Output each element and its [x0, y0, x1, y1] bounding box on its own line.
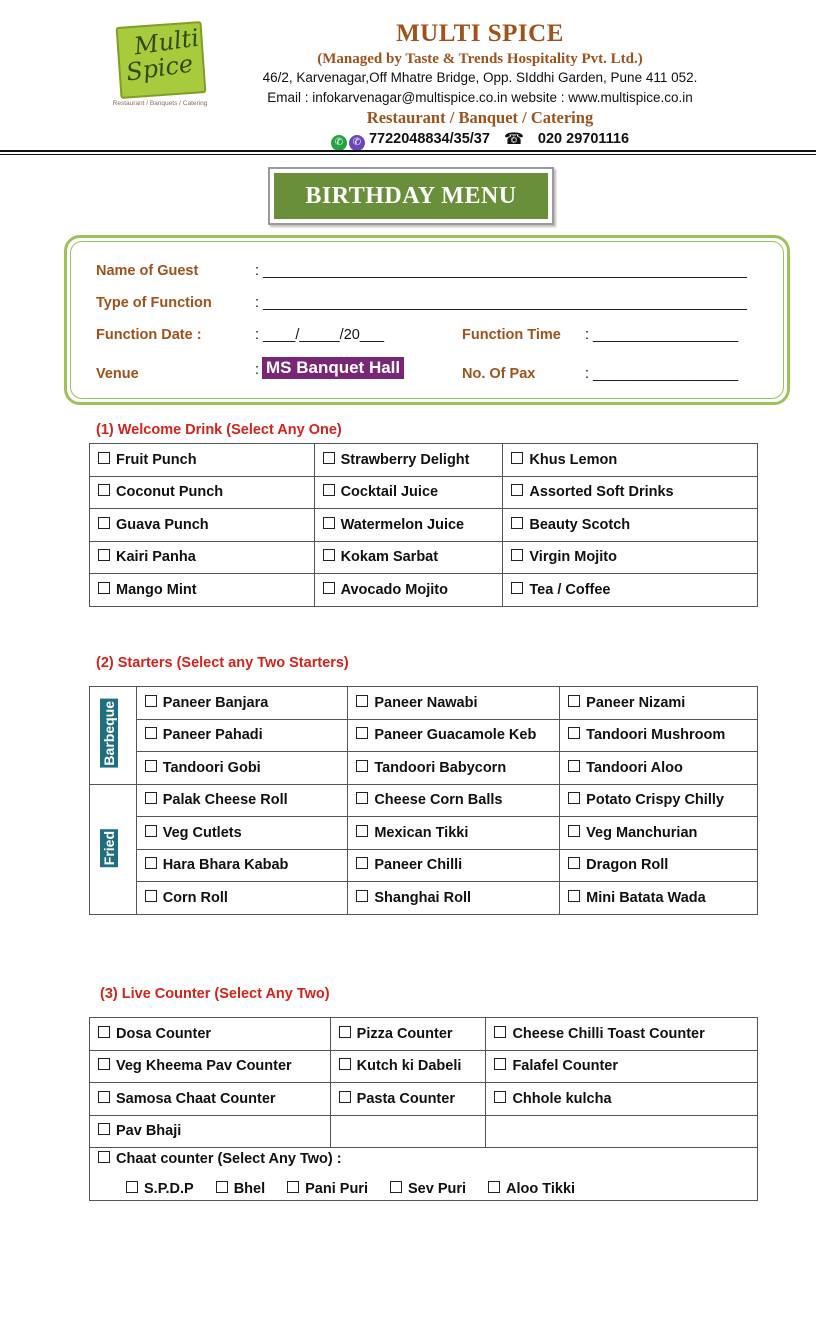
- venue-colon: :: [255, 362, 260, 378]
- option-label: Kairi Panha: [116, 549, 196, 566]
- checkbox-icon[interactable]: [98, 1058, 110, 1070]
- checkbox-icon[interactable]: [216, 1181, 228, 1193]
- landline-number: 020 29701116: [537, 131, 630, 147]
- chaat-counter-row: [90, 1148, 758, 1201]
- checkbox-icon[interactable]: [568, 890, 580, 902]
- option-label: Dosa Counter: [116, 1025, 212, 1042]
- checkbox-icon[interactable]: [323, 484, 335, 496]
- menu-option[interactable]: [90, 476, 315, 509]
- option-label: Fruit Punch: [116, 451, 197, 468]
- menu-option[interactable]: [330, 1083, 486, 1116]
- mobile-number: 7722048834/35/37: [368, 131, 490, 147]
- checkbox-icon[interactable]: [511, 549, 523, 561]
- checkbox-icon[interactable]: [98, 582, 110, 594]
- services: Restaurant / Banquet / Catering: [366, 108, 594, 127]
- whatsapp-icon: ✆: [331, 135, 347, 151]
- option-label: Kokam Sarbat: [340, 549, 439, 566]
- menu-option[interactable]: [503, 444, 758, 477]
- checkbox-icon[interactable]: [488, 1181, 500, 1193]
- checkbox-icon[interactable]: [356, 890, 368, 902]
- checkbox-icon[interactable]: [98, 1123, 110, 1135]
- function-date-label: Function Date :: [96, 327, 202, 343]
- table-row: [90, 574, 758, 607]
- option-label: Tandoori Babycorn: [374, 759, 507, 776]
- address: 46/2, Karvenagar,Off Mhatre Bridge, Opp. SIddhi Garden, Pune 411 052.: [262, 70, 698, 85]
- checkbox-icon[interactable]: [568, 825, 580, 837]
- menu-option[interactable]: [90, 444, 315, 477]
- option-label: Assorted Soft Drinks: [529, 484, 674, 501]
- menu-option[interactable]: [348, 849, 560, 882]
- function-time-label: Function Time: [462, 327, 561, 343]
- option-label: Corn Roll: [162, 889, 228, 906]
- menu-option[interactable]: [136, 752, 348, 785]
- table-row: [90, 752, 758, 785]
- menu-option[interactable]: [560, 752, 758, 785]
- option-label: Watermelon Juice: [340, 516, 465, 533]
- checkbox-icon[interactable]: [126, 1181, 138, 1193]
- function-date-field[interactable]: : ____/_____/20___: [255, 327, 385, 343]
- menu-option[interactable]: [330, 1050, 486, 1083]
- option-label: Falafel Counter: [512, 1058, 618, 1075]
- table-row: [90, 1050, 758, 1083]
- function-type-field[interactable]: : ____________________________________________________________: [255, 295, 747, 311]
- option-label: Paneer Nizami: [586, 694, 686, 711]
- starters-table: [89, 686, 758, 915]
- checkbox-icon[interactable]: [339, 1091, 351, 1103]
- function-time-field[interactable]: : __________________: [585, 327, 739, 343]
- phone-line: [210, 129, 750, 151]
- table-row: [90, 1083, 758, 1116]
- chaat-option[interactable]: [390, 1181, 466, 1197]
- starters-heading: (2) Starters (Select any Two Starters): [96, 655, 349, 671]
- option-label: Pizza Counter: [356, 1025, 453, 1042]
- logo-spice-text: Spice: [124, 49, 195, 87]
- checkbox-icon[interactable]: [568, 792, 580, 804]
- option-label: Paneer Banjara: [162, 694, 269, 711]
- category-label: Fried: [101, 830, 117, 865]
- venue-field[interactable]: MS Banquet Hall: [262, 357, 404, 379]
- live-counter-heading: (3) Live Counter (Select Any Two): [100, 986, 330, 1002]
- checkbox-icon[interactable]: [98, 452, 110, 464]
- checkbox-icon[interactable]: [356, 695, 368, 707]
- menu-option[interactable]: [560, 817, 758, 850]
- menu-option[interactable]: [314, 574, 503, 607]
- menu-option[interactable]: [136, 882, 348, 915]
- header-rule-thin: [0, 154, 816, 155]
- checkbox-icon[interactable]: [494, 1091, 506, 1103]
- logo-tagline: Restaurant / Banquets / Catering: [112, 100, 208, 107]
- option-label: Dragon Roll: [586, 857, 669, 874]
- menu-option[interactable]: [486, 1050, 758, 1083]
- checkbox-icon[interactable]: [287, 1181, 299, 1193]
- option-label: Pav Bhaji: [116, 1123, 182, 1140]
- menu-option[interactable]: [503, 509, 758, 542]
- checkbox-icon[interactable]: [98, 1026, 110, 1038]
- checkbox-icon[interactable]: [494, 1058, 506, 1070]
- option-label: Virgin Mojito: [529, 549, 617, 566]
- logo-multi-text: Multi: [132, 23, 201, 61]
- menu-option[interactable]: [560, 882, 758, 915]
- menu-option[interactable]: [503, 541, 758, 574]
- chaat-option[interactable]: [488, 1181, 575, 1197]
- table-row: [90, 817, 758, 850]
- option-label: Veg Manchurian: [586, 824, 698, 841]
- menu-option[interactable]: [503, 574, 758, 607]
- menu-option[interactable]: [90, 1050, 331, 1083]
- option-label: Samosa Chaat Counter: [116, 1090, 276, 1107]
- menu-option[interactable]: [486, 1018, 758, 1051]
- checkbox-icon[interactable]: [98, 484, 110, 496]
- option-label: Tandoori Mushroom: [586, 727, 726, 744]
- menu-option[interactable]: [348, 784, 560, 817]
- menu-option[interactable]: [136, 849, 348, 882]
- menu-option[interactable]: [136, 817, 348, 850]
- checkbox-icon[interactable]: [511, 484, 523, 496]
- checkbox-icon[interactable]: [323, 517, 335, 529]
- chaat-counter-cell: [90, 1148, 758, 1201]
- menu-option[interactable]: [90, 1115, 331, 1148]
- venue-label: Venue: [96, 366, 139, 382]
- guest-name-label: Name of Guest: [96, 263, 199, 279]
- checkbox-icon[interactable]: [145, 857, 157, 869]
- menu-option[interactable]: [560, 784, 758, 817]
- option-label: Paneer Guacamole Keb: [374, 727, 537, 744]
- option-label: Khus Lemon: [529, 451, 618, 468]
- checkbox-icon[interactable]: [356, 857, 368, 869]
- checkbox-icon[interactable]: [98, 549, 110, 561]
- option-label: Tandoori Gobi: [162, 759, 261, 776]
- table-row: [90, 882, 758, 915]
- guest-name-field[interactable]: : ____________________________________________________________: [255, 263, 747, 279]
- empty-cell: [486, 1115, 758, 1148]
- option-label: Cocktail Juice: [340, 484, 439, 501]
- welcome-drink-table: [89, 443, 758, 607]
- checkbox-icon[interactable]: [98, 1091, 110, 1103]
- menu-option[interactable]: [348, 687, 560, 720]
- option-label: Shanghai Roll: [374, 889, 471, 906]
- table-row: [90, 509, 758, 542]
- table-row: [90, 541, 758, 574]
- option-label: Veg Cutlets: [162, 824, 242, 841]
- menu-option[interactable]: [348, 752, 560, 785]
- chaat-option-label: Aloo Tikki: [506, 1181, 576, 1197]
- checkbox-icon[interactable]: [568, 760, 580, 772]
- checkbox-icon[interactable]: [494, 1026, 506, 1038]
- checkbox-icon[interactable]: [568, 727, 580, 739]
- option-label: Mini Batata Wada: [586, 889, 706, 906]
- option-label: Tea / Coffee: [529, 581, 611, 598]
- menu-option[interactable]: [486, 1083, 758, 1116]
- chaat-counter-label: Chaat counter (Select Any Two) :: [116, 1151, 342, 1167]
- checkbox-icon[interactable]: [98, 1151, 110, 1163]
- function-type-label: Type of Function: [96, 295, 212, 311]
- menu-option[interactable]: [348, 719, 560, 752]
- pax-label: No. Of Pax: [462, 366, 536, 382]
- table-row: [90, 476, 758, 509]
- brand-name: MULTI SPICE: [396, 20, 564, 47]
- chaat-option[interactable]: [287, 1181, 368, 1197]
- checkbox-icon[interactable]: [145, 792, 157, 804]
- category-cell: [90, 687, 137, 785]
- logo: [108, 20, 212, 116]
- option-label: Strawberry Delight: [340, 451, 470, 468]
- table-row: [90, 444, 758, 477]
- checkbox-icon[interactable]: [323, 549, 335, 561]
- option-label: Potato Crispy Chilly: [586, 792, 724, 809]
- checkbox-icon[interactable]: [356, 825, 368, 837]
- checkbox-icon[interactable]: [356, 792, 368, 804]
- option-label: Kutch ki Dabeli: [356, 1058, 462, 1075]
- checkbox-icon[interactable]: [145, 825, 157, 837]
- option-label: Cheese Corn Balls: [374, 792, 503, 809]
- email-website: Email : infokarvenagar@multispice.co.in website : www.multispice.co.in: [267, 90, 693, 105]
- option-label: Mexican Tikki: [374, 824, 469, 841]
- option-label: Paneer Nawabi: [374, 694, 478, 711]
- option-label: Paneer Chilli: [374, 857, 463, 874]
- telephone-icon: ☎: [503, 131, 524, 148]
- checkbox-icon[interactable]: [339, 1026, 351, 1038]
- menu-title-frame: [268, 167, 554, 225]
- menu-option[interactable]: [90, 509, 315, 542]
- category-cell: [90, 784, 137, 914]
- table-row: [90, 687, 758, 720]
- option-label: Palak Cheese Roll: [162, 792, 288, 809]
- option-label: Chhole kulcha: [512, 1090, 612, 1107]
- menu-title: BIRTHDAY MENU: [274, 173, 548, 219]
- checkbox-icon[interactable]: [145, 727, 157, 739]
- welcome-drink-heading: (1) Welcome Drink (Select Any One): [96, 422, 342, 438]
- table-row: [90, 849, 758, 882]
- option-label: Beauty Scotch: [529, 516, 631, 533]
- menu-option[interactable]: [136, 719, 348, 752]
- option-label: Guava Punch: [116, 516, 209, 533]
- menu-option[interactable]: [348, 817, 560, 850]
- header-rule: [0, 150, 816, 152]
- checkbox-icon[interactable]: [390, 1181, 402, 1193]
- option-label: Hara Bhara Kabab: [162, 857, 289, 874]
- checkbox-icon[interactable]: [323, 452, 335, 464]
- option-label: Paneer Pahadi: [162, 727, 263, 744]
- category-label: Barbeque: [101, 701, 117, 766]
- menu-option[interactable]: [136, 784, 348, 817]
- menu-option[interactable]: [90, 1018, 331, 1051]
- option-label: Avocado Mojito: [340, 581, 448, 598]
- chaat-option-label: Bhel: [233, 1181, 266, 1197]
- table-row: [90, 1115, 758, 1148]
- checkbox-icon[interactable]: [568, 695, 580, 707]
- checkbox-icon[interactable]: [511, 452, 523, 464]
- checkbox-icon[interactable]: [98, 517, 110, 529]
- option-label: Coconut Punch: [116, 484, 224, 501]
- empty-cell: [330, 1115, 486, 1148]
- checkbox-icon[interactable]: [511, 582, 523, 594]
- checkbox-icon[interactable]: [323, 582, 335, 594]
- menu-option[interactable]: [330, 1018, 486, 1051]
- option-label: Mango Mint: [116, 581, 197, 598]
- option-label: Cheese Chilli Toast Counter: [512, 1025, 705, 1042]
- menu-option[interactable]: [503, 476, 758, 509]
- pax-field[interactable]: : __________________: [585, 366, 739, 382]
- checkbox-icon[interactable]: [145, 695, 157, 707]
- table-row: [90, 719, 758, 752]
- chaat-option-label: S.P.D.P: [144, 1181, 194, 1197]
- menu-option[interactable]: [90, 574, 315, 607]
- live-counter-table: [89, 1017, 758, 1201]
- table-row: [90, 784, 758, 817]
- chaat-option[interactable]: [126, 1181, 194, 1197]
- checkbox-icon[interactable]: [356, 760, 368, 772]
- checkbox-icon[interactable]: [339, 1058, 351, 1070]
- viber-icon: ✆: [349, 135, 365, 151]
- menu-option[interactable]: [560, 719, 758, 752]
- menu-option[interactable]: [560, 687, 758, 720]
- menu-option[interactable]: [90, 541, 315, 574]
- chaat-option[interactable]: [216, 1181, 265, 1197]
- checkbox-icon[interactable]: [511, 517, 523, 529]
- menu-option[interactable]: [136, 687, 348, 720]
- menu-option[interactable]: [560, 849, 758, 882]
- menu-option[interactable]: [90, 1083, 331, 1116]
- menu-option[interactable]: [314, 476, 503, 509]
- chaat-option-label: Sev Puri: [407, 1181, 467, 1197]
- checkbox-icon[interactable]: [356, 727, 368, 739]
- managed-by: (Managed by Taste & Trends Hospitality Pvt. Ltd.): [317, 51, 643, 67]
- option-label: Pasta Counter: [356, 1090, 455, 1107]
- chaat-option-label: Pani Puri: [305, 1181, 368, 1197]
- checkbox-icon[interactable]: [568, 857, 580, 869]
- menu-option[interactable]: [314, 541, 503, 574]
- option-label: Veg Kheema Pav Counter: [116, 1058, 292, 1075]
- menu-option[interactable]: [348, 882, 560, 915]
- table-row: [90, 1018, 758, 1051]
- menu-option[interactable]: [314, 509, 503, 542]
- option-label: Tandoori Aloo: [586, 759, 683, 776]
- checkbox-icon[interactable]: [145, 760, 157, 772]
- checkbox-icon[interactable]: [145, 890, 157, 902]
- menu-option[interactable]: [314, 444, 503, 477]
